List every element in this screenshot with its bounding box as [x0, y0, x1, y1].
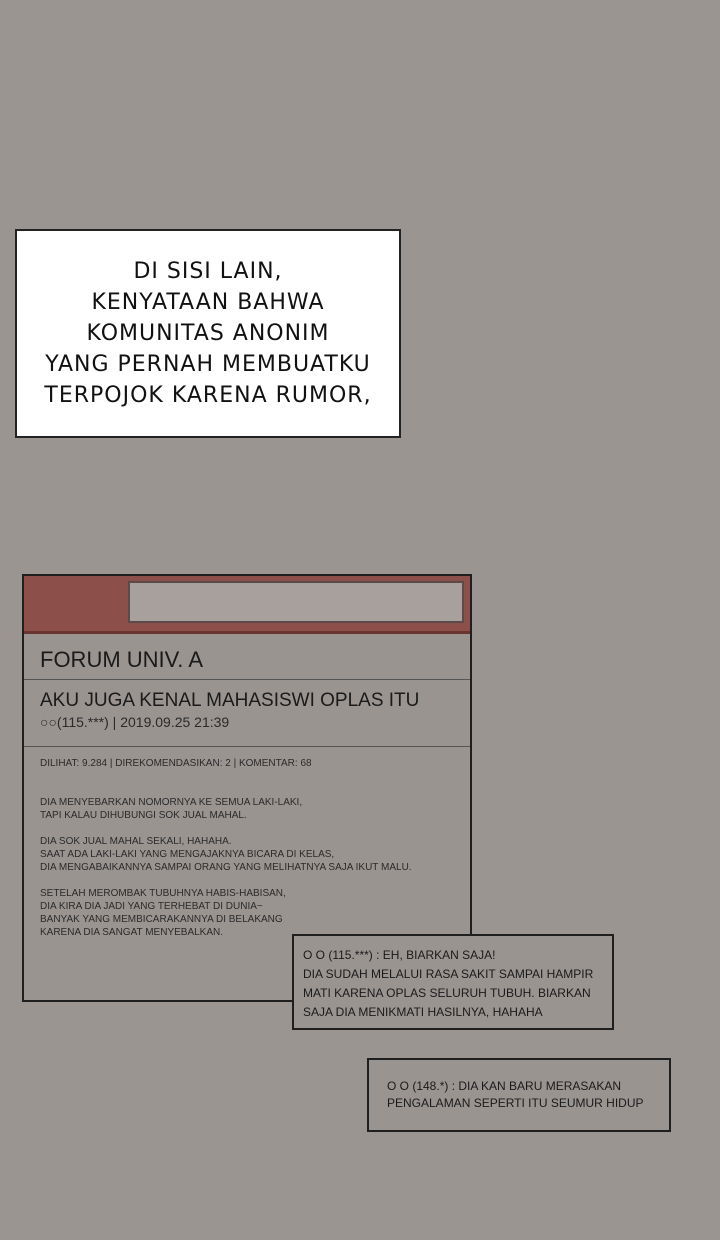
- comment-line: PENGALAMAN SEPERTI ITU SEUMUR HIDUP: [387, 1096, 644, 1110]
- paragraph-gap: [40, 874, 412, 887]
- comment-line: O O (148.*) : DIA KAN BARU MERASAKAN: [387, 1079, 622, 1093]
- comment-box: [367, 1058, 671, 1132]
- post-stats: DILIHAT: 9.284 | DIREKOMENDASIKAN: 2 | KOMENTAR: 68: [40, 758, 312, 769]
- comment-line: DIA SUDAH MELALUI RASA SAKIT SAMPAI HAMPIR: [303, 967, 594, 981]
- comment-line: O O (115.***) : EH, BIARKAN SAJA!: [303, 948, 496, 962]
- post-body-line: KARENA DIA SANGAT MENYEBALKAN.: [40, 927, 224, 938]
- comment-box: [292, 934, 614, 1030]
- narration-line: KENYATAAN BAHWA: [91, 290, 325, 315]
- post-body-line: DIA MENYEBARKAN NOMORNYA KE SEMUA LAKI-LAKI,: [40, 797, 303, 808]
- post-title[interactable]: AKU JUGA KENAL MAHASISWI OPLAS ITU: [40, 690, 420, 711]
- narration-line: DI SISI LAIN,: [133, 259, 283, 284]
- narration-line: TERPOJOK KARENA RUMOR,: [44, 383, 372, 408]
- paragraph-gap: [40, 822, 412, 835]
- forum-name: FORUM UNIV. A: [40, 647, 203, 672]
- post-body-line: SETELAH MEROMBAK TUBUHNYA HABIS-HABISAN,: [40, 888, 286, 899]
- divider: [24, 679, 470, 680]
- narration-line: KOMUNITAS ANONIM: [86, 321, 330, 346]
- post-body-line: SAAT ADA LAKI-LAKI YANG MENGAJAKNYA BICARA DI KELAS,: [40, 849, 335, 860]
- narration-line: YANG PERNAH MEMBUATKU: [45, 352, 371, 377]
- post-author-line: ○○(115.***) | 2019.09.25 21:39: [40, 714, 230, 730]
- post-body-line: DIA MENGABAIKANNYA SAMPAI ORANG YANG MELIHATNYA SAJA IKUT MALU.: [40, 862, 412, 873]
- post-body-line: TAPI KALAU DIHUBUNGI SOK JUAL MAHAL.: [40, 810, 247, 821]
- post-body-line: DIA SOK JUAL MAHAL SEKALI, HAHAHA.: [40, 836, 232, 847]
- address-bar[interactable]: [128, 581, 464, 623]
- comment-line: SAJA DIA MENIKMATI HASILNYA, HAHAHA: [303, 1005, 543, 1019]
- browser-title-bar: [24, 576, 470, 634]
- narration-box: [15, 229, 401, 438]
- post-body-line: BANYAK YANG MEMBICARAKANNYA DI BELAKANG: [40, 914, 283, 925]
- comment-line: MATI KARENA OPLAS SELURUH TUBUH. BIARKAN: [303, 986, 591, 1000]
- divider: [24, 746, 470, 747]
- post-body: [40, 796, 412, 939]
- post-body-line: DIA KIRA DIA JADI YANG TERHEBAT DI DUNIA~: [40, 901, 263, 912]
